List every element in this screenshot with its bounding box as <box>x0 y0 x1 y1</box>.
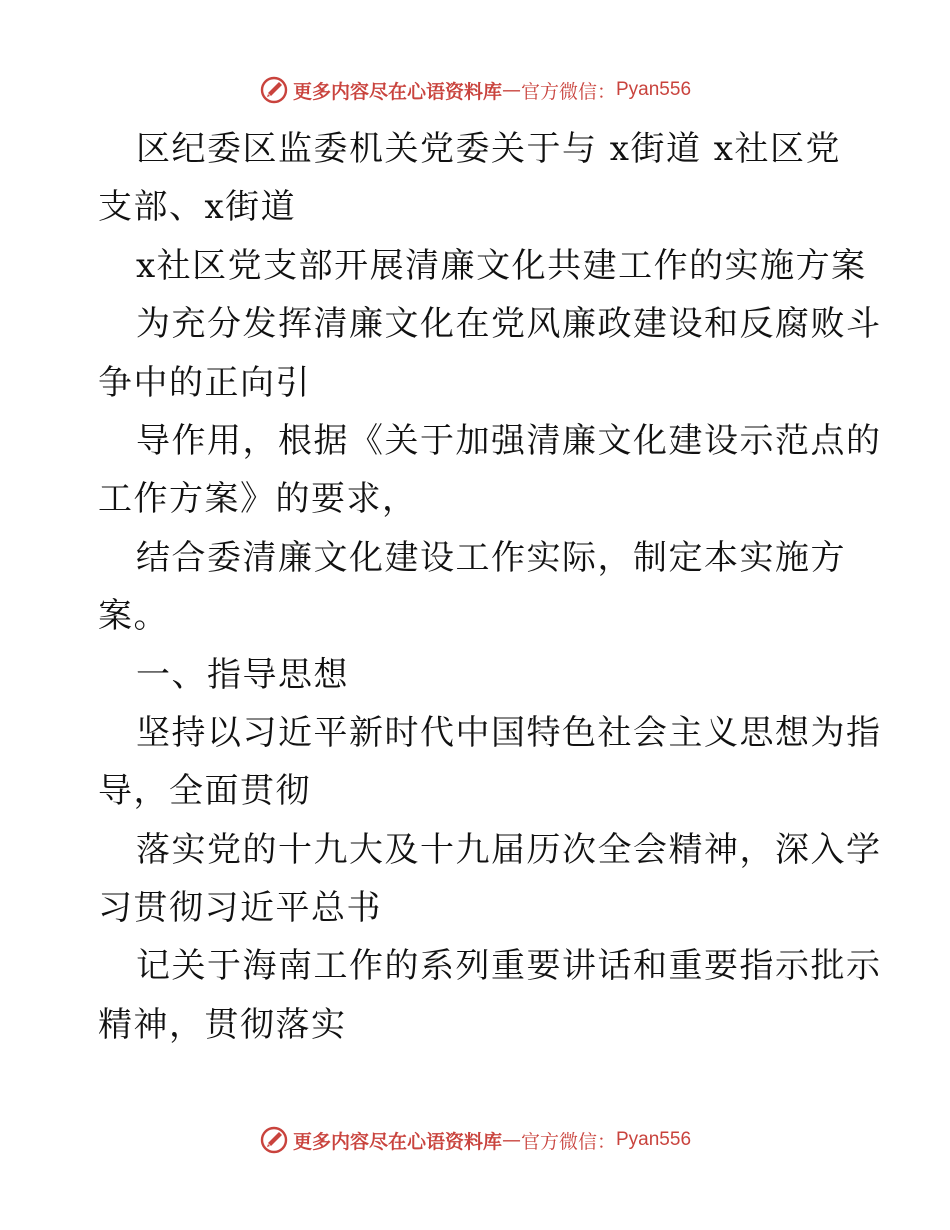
watermark-logo-icon <box>259 1125 289 1155</box>
title-line-2: 支部、x街道 <box>98 187 297 228</box>
watermark-dash: — <box>501 79 521 101</box>
watermark-wechat-id: Pyan556 <box>616 1129 692 1150</box>
watermark-dash: — <box>501 1129 521 1151</box>
document-body <box>98 120 882 1054</box>
paragraph-line: 结合委清廉文化建设工作实际，制定本实施方 <box>136 537 846 578</box>
paragraph-line: 案。 <box>98 596 169 637</box>
paragraph-line: 导，全面贯彻 <box>98 771 311 812</box>
watermark-main-text: 更多内容尽在心语资料库 <box>292 80 502 103</box>
watermark-logo-icon <box>259 75 289 105</box>
watermark-wechat-label: 官方微信： <box>520 80 616 103</box>
paragraph-line: 精神，贯彻落实 <box>98 1004 347 1045</box>
paragraph-line: 为充分发挥清廉文化在党风廉政建设和反腐败斗 <box>136 304 882 345</box>
title-line-1: 区纪委区监委机关党委关于与 x街道 x社区党 <box>136 129 841 169</box>
paragraph-line: 习贯彻习近平总书 <box>98 888 382 929</box>
paragraph-line: 工作方案》的要求， <box>98 479 418 520</box>
header-watermark <box>0 70 950 110</box>
title-line-3: x社区党支部开展清廉文化共建工作的实施方案 <box>136 245 867 286</box>
paragraph-line: 坚持以习近平新时代中国特色社会主义思想为指 <box>136 712 882 753</box>
watermark-wechat-label: 官方微信： <box>520 1130 616 1153</box>
section-heading: 一、指导思想 <box>136 654 349 695</box>
paragraph-line: 落实党的十九大及十九届历次全会精神，深入学 <box>136 829 882 870</box>
watermark-wechat-id: Pyan556 <box>616 79 692 100</box>
paragraph-line: 导作用，根据《关于加强清廉文化建设示范点的 <box>136 420 882 461</box>
watermark-main-text: 更多内容尽在心语资料库 <box>292 1130 502 1153</box>
footer-watermark <box>0 1120 950 1160</box>
paragraph-line: 记关于海南工作的系列重要讲话和重要指示批示 <box>136 946 882 987</box>
paragraph-line: 争中的正向引 <box>98 362 311 403</box>
